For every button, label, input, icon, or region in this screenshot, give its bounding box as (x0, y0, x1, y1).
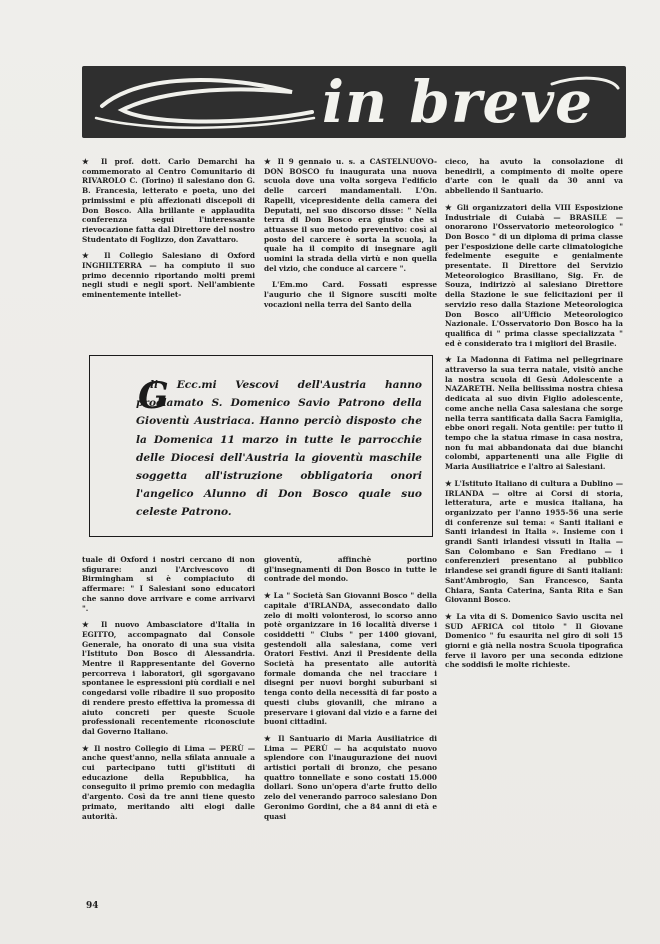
news-item: ★ Gli organizzatori della VIII Esposizione Industriale di Cuiabà — BRASILE — onorarono l'Osservatorio meteorologico " Don Bosco " di un diploma di prima classe per l'esposizione delle carte climatologiche fedelmente eseguite e genialmente presentate. Il Direttore del Servizio Meteorologico Brasiliano, Sig. Fr. de Souza, indirizzò al salesiano Direttore della Stazione le sue felicitazioni per il servizio reso dalla Stazione Meteorologica Don Bosco all'Ufficio Meteorologico Nazionale. L'Osservatorio Don Bosco ha la qualifica di " prima classe specializzata " ed è considerato tra i migliori del Brasile. (445, 202, 623, 348)
column-3 (445, 157, 623, 677)
news-item: ★ L'Istituto Italiano di cultura a Dublino — IRLANDA — oltre ai Corsi di storia, letteratura, arte e musica italiana, ha organizzato per l'anno 1955-56 una serie di conferenze sul tema: « Santi italiani e Santi irlandesi in Italia ». Insieme con i grandi Santi irlandesi vissuti in Italia — San Colombano e San Frediano — i conferenzieri presentano al pubblico irlandese sei grandi figure di Santi italiani: Sant'Ambrogio, San Francesco, Santa Chiara, Santa Caterina, Santa Rita e San Giovanni Bosco. (445, 478, 623, 605)
news-item: ★ Il Santuario di Maria Ausiliatrice di Lima — PERÙ — ha acquistato nuovo splendore con l'inaugurazione dei nuovi artistici portali di bronzo, che pesano quattro tonnellate e sono costati 15.000 dollari. Sono un'opera d'arte frutto dello zelo del venerando parroco salesiano Don Geronimo Gordini, che a 84 anni di età e quasi (264, 733, 437, 821)
column-5 (264, 555, 437, 828)
news-item: ★ La " Società San Giovanni Bosco " della capitale d'IRLANDA, assecondato dallo zelo di molti volonterosi, lo scorso anno potè organizzare in 16 località diverse i cosiddetti " Clubs " per 1400 giovani, gestendoli alla salesiana, come veri Oratori Festivi. Anzi il Presidente della Società ha presentato alle autorità formale domanda che nel tracciare i disegni per nuovi borghi suburbani si tenga conto della necessità di far posto a questi clubs giovanili, che mirano a preservare i giovani dal vizio e a farne dei buoni cittadini. (264, 591, 437, 727)
notice-box (89, 355, 433, 537)
drop-cap: G (138, 375, 169, 417)
column-4 (82, 555, 255, 828)
news-item: cieco, ha avuto la consolazione di benedirli, a compimento di molte opere d'arte con le quali da 30 anni va abbellendo il Santuario. (445, 157, 623, 196)
notice-text: li Ecc.mi Vescovi dell'Austria hanno proclamato S. Domenico Savio Patrono della Gioventù Austriaca. Hanno perciò disposto che la Domenica 11 marzo in tutte le parrocchie delle Diocesi dell'Austria la gioventù maschile soggetta all'istruzione obbligatoria onori l'angelico Alunno di Don Bosco quale suo celeste Patrono. (136, 379, 422, 519)
header-banner (82, 66, 626, 138)
news-item: ★ Il Collegio Salesiano di Oxford INGHILTERRA — ha compiuto il suo primo decennio riportando molti premi negli studi e negli sport. Nell'ambiente eminentemente intellet- (82, 251, 255, 300)
news-item: ★ La Madonna di Fatima nel pellegrinare attraverso la sua terra natale, visitò anche la nostra scuola di Gesù Adolescente a NAZARETH. Nella bellissima nostra chiesa dedicata al suo divin Figlio adolescente, come anche nella Casa salesiana che sorge nella terra santificata dalla Sacra Famiglia, ebbe onori regali. Nota gentile: per tutto il tempo che la statua rimase in casa nostra, non fu mai abbandonata dai due bianchi colombi, appartenenti una alle Figlie di Maria Ausiliatrice e l'altro ai Salesiani. (445, 355, 623, 472)
news-item: ★ La vita di S. Domenico Savio uscita nel SUD AFRICA col titolo " Il Giovane Domenico " fu esaurita nel giro di soli 15 giorni e già nella nostra Scuola tipografica ferve il lavoro per una seconda edizione che soddisfi le molte richieste. (445, 611, 623, 670)
column-2 (264, 157, 437, 317)
news-item: ★ Il 9 gennaio u. s. a CASTELNUOVO-DON BOSCO fu inaugurata una nuova scuola dove una volta sorgeva l'edificio delle carceri mandamentali. L'On. Rapelli, vicepresidente della camera dei Deputati, nel suo discorso disse: " Nella terra di Don Bosco era giusto che si attuasse il suo metodo preventivo: così al posto del carcere è sorta la scuola, la quale ha il compito di insegnare agli uomini la strada della virtù e non quella del vizio, che conduce al carcere ". (264, 157, 437, 273)
section-title: in breve (322, 68, 594, 136)
news-item: ★ Il prof. dott. Carlo Demarchi ha commemorato al Centro Comunitario di RIVAROLO C. (Torino) il salesiano don G. B. Francesia, letterato e poeta, uno dei primissimi e più affezionati discepoli di Don Bosco. Alla brillante e applaudita conferenza seguì l'interessante rievocazione fatta dal Direttore del nostro Studentato di Foglizzo, don Zavattaro. (82, 157, 255, 244)
news-item: L'Em.mo Card. Fossati espresse l'augurio che il Signore susciti molte vocazioni nella terra del Santo della (264, 280, 437, 309)
column-1 (82, 157, 255, 307)
news-item: gioventù, affinchè portino gl'insegnamenti di Don Bosco in tutte le contrade del mondo. (264, 555, 437, 584)
news-item: tuale di Oxford i nostri cercano di non sfigurare: anzi l'Arcivescovo di Birmingham si è compiaciuto di affermare: " I Salesiani sono educatori che sanno dove arrivare e come arrivarvi ". (82, 555, 255, 613)
page-number: 94 (86, 901, 99, 911)
news-item: ★ Il nuovo Ambasciatore d'Italia in EGITTO, accompagnato dal Console Generale, ha onorato di una sua visita l'Istituto Don Bosco di Alessandria. Mentre il Rappresentante del Governo percorreva i laboratori, gli sgorgavano spontanee le espressioni più cordiali e nel congedarsi volle ribadire il suo proposito di rendere presto effettiva la promessa di aiuto concreti per queste Scuole professionali recentemente riconosciute dal Governo Italiano. (82, 620, 255, 736)
news-item: ★ Il nostro Collegio di Lima — PERÙ — anche quest'anno, nella sfilata annuale a cui partecipano tutti gl'istituti di educazione della Repubblica, ha conseguito il primo premio con medaglia d'argento. Così da tre anni tiene questo primato, meritando alti elogi dalle autorità. (82, 743, 255, 821)
